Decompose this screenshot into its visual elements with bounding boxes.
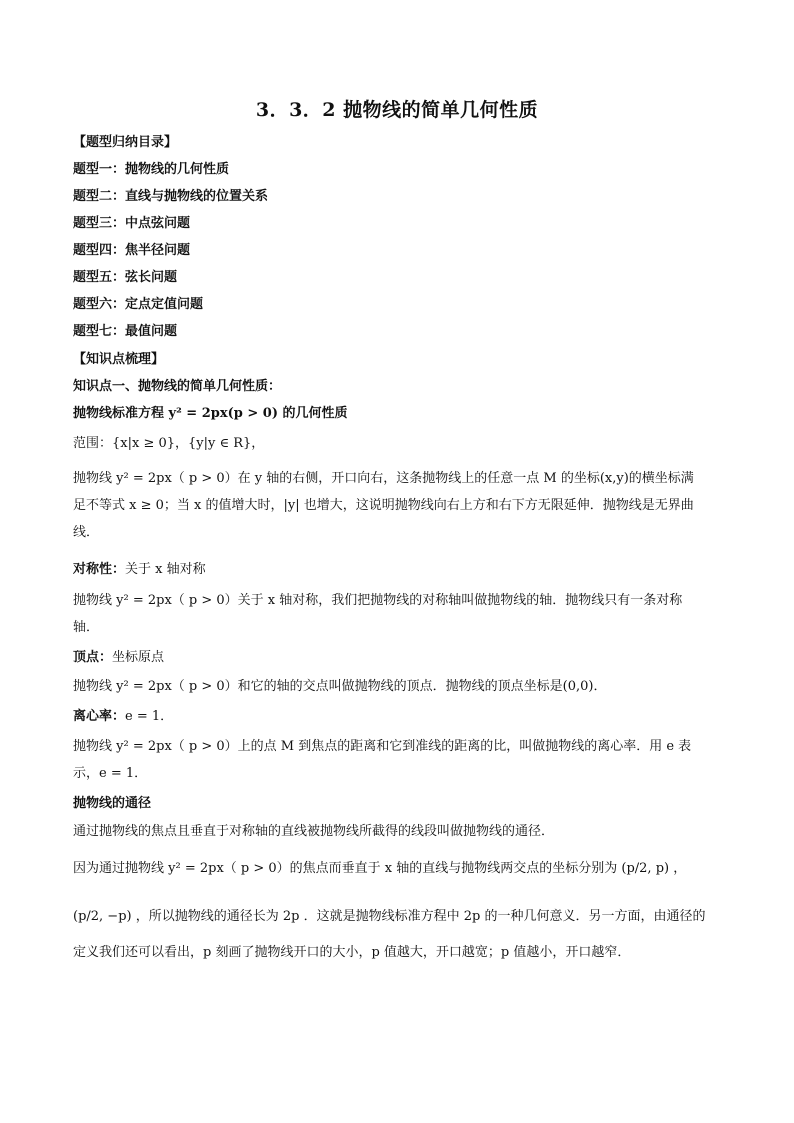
paragraph-line: 因为通过抛物线 y² = 2px（ p > 0）的焦点而垂直于 x 轴的直线与抛物线两交点的坐标分别为 (p/2, p) ，	[73, 861, 687, 876]
vertex-line	[73, 644, 723, 671]
latus-rectum-heading: 抛物线的通径	[73, 796, 152, 811]
symmetry-line	[73, 556, 723, 583]
toc-item: 题型二：直线与抛物线的位置关系	[73, 189, 269, 204]
toc-item: 题型四：焦半径问题	[73, 243, 191, 258]
vertex-description: 抛物线 y² = 2px（ p > 0）和它的轴的交点叫做抛物线的顶点．抛物线的顶点坐标是(0,0)．	[73, 679, 607, 694]
latus-rectum-definition: 通过抛物线的焦点且垂直于对称轴的直线被抛物线所截得的线段叫做抛物线的通径．	[73, 824, 555, 839]
range-line: 范围：{x|x ≥ 0}，{y|y ∈ R}，	[73, 436, 265, 451]
paragraph-line: 定义我们还可以看出，p 刻画了抛物线开口的大小，p 值越大，开口越宽；p 值越小，开口越窄．	[73, 945, 631, 960]
toc-item: 题型六：定点定值问题	[73, 297, 204, 312]
symmetry-value: 关于 x 轴对称	[125, 562, 206, 577]
page-title: 3．3．2 抛物线的简单几何性质	[255, 99, 539, 121]
knowledge-point-title: 知识点一、抛物线的简单几何性质：	[73, 379, 282, 394]
paragraph-line: 线．	[73, 525, 100, 540]
toc-item: 题型五：弦长问题	[73, 270, 178, 285]
toc-item: 题型一：抛物线的几何性质	[73, 162, 230, 177]
vertex-value: 坐标原点	[112, 650, 165, 665]
paragraph-line: 足不等式 x ≥ 0；当 x 的值增大时，|y| 也增大，这说明抛物线向右上方和右下方无限延伸．抛物线是无界曲	[73, 498, 694, 513]
symmetry-label: 对称性：	[73, 562, 126, 577]
toc-item: 题型七：最值问题	[73, 324, 178, 339]
paragraph-line: 抛物线 y² = 2px（ p > 0）在 y 轴的右侧，开口向右，这条抛物线上的任意一点 M 的坐标(x,y)的横坐标满	[73, 471, 694, 486]
standard-equation-heading: 抛物线标准方程 y² = 2px(p > 0) 的几何性质	[73, 406, 348, 421]
eccentricity-line	[73, 703, 723, 730]
eccentricity-label: 离心率：	[73, 709, 126, 724]
symmetry-description	[73, 587, 723, 641]
eccentricity-description	[73, 733, 723, 787]
vertex-label: 顶点：	[73, 650, 113, 665]
paragraph-line: 抛物线 y² = 2px（ p > 0）上的点 M 到焦点的距离和它到准线的距离的比，叫做抛物线的离心率．用 e 表	[73, 739, 692, 754]
toc-heading: 【题型归纳目录】	[73, 135, 178, 150]
paragraph-line: 轴．	[73, 620, 100, 635]
range-description	[73, 465, 723, 546]
eccentricity-value: e = 1．	[125, 709, 174, 724]
paragraph-line: 抛物线 y² = 2px（ p > 0）关于 x 轴对称，我们把抛物线的对称轴叫做抛物线的轴．抛物线只有一条对称	[73, 593, 683, 608]
latus-rectum-description	[73, 853, 723, 966]
paragraph-line: (p/2, −p) ，所以抛物线的通径长为 2p ．这就是抛物线标准方程中 2p 的一种几何意义．另一方面，由通径的	[73, 909, 706, 924]
knowledge-heading: 【知识点梳理】	[73, 352, 165, 367]
paragraph-line: 示，e = 1．	[73, 766, 148, 781]
toc-item: 题型三：中点弦问题	[73, 216, 191, 231]
